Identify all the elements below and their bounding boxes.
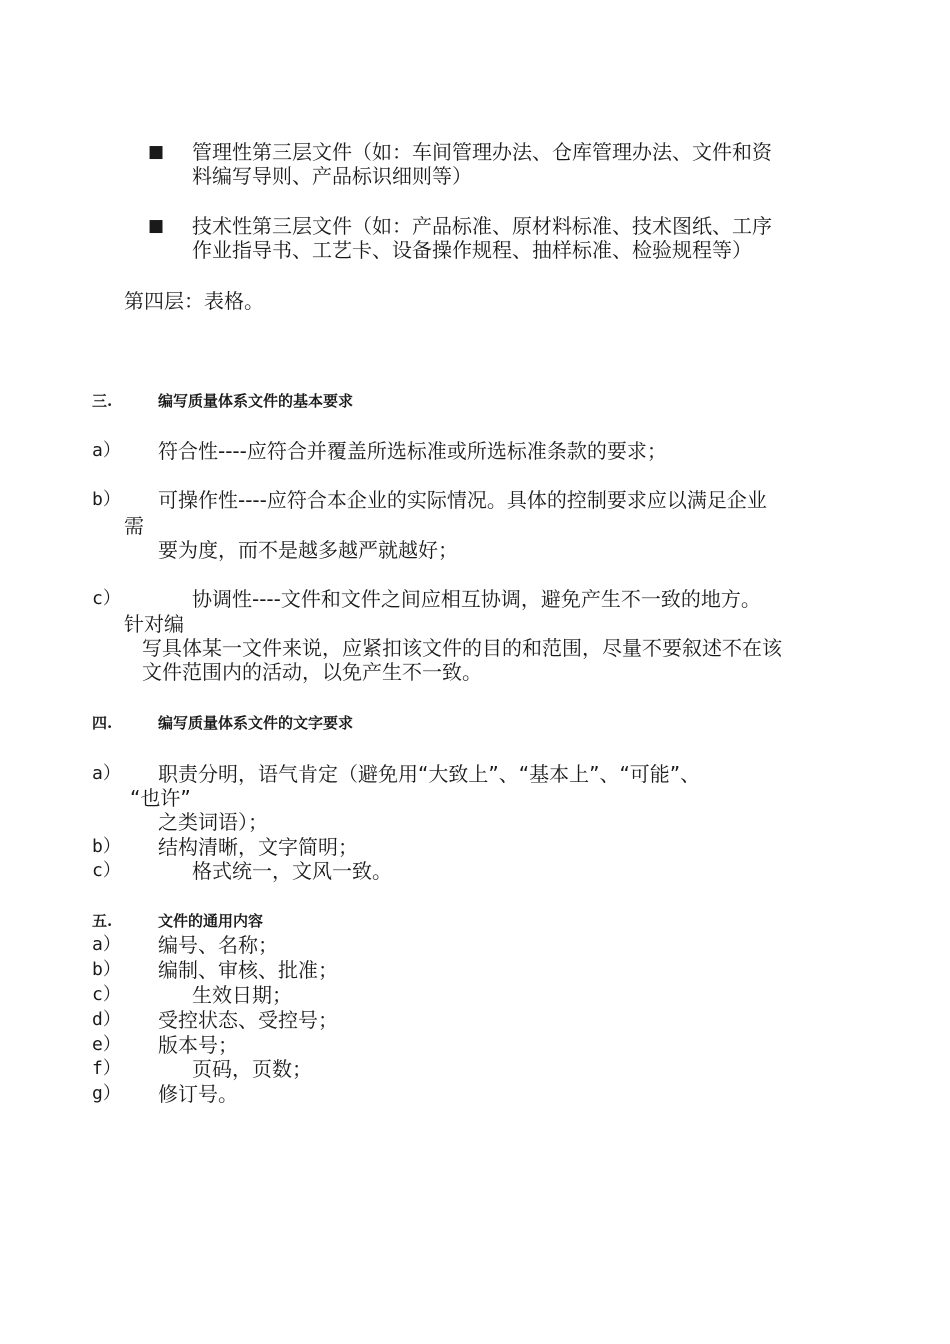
section-5-item-f-text: 页码，页数；	[192, 1057, 312, 1081]
section-3-item-c-line-1: 协调性----文件和文件之间应相互协调，避免产生不一致的地方。	[192, 587, 761, 611]
section-5-item-e-marker: e）	[92, 1034, 121, 1055]
section-5-title: 文件的通用内容	[158, 912, 264, 930]
section-5-item-g-marker: g）	[92, 1083, 121, 1104]
section-4-item-a-line-2: “也许”	[130, 786, 191, 810]
section-5-item-e-text: 版本号；	[158, 1033, 238, 1057]
section-4-item-a-line-1: 职责分明，语气肯定（避免用“大致上”、“基本上”、“可能”、	[158, 762, 701, 786]
section-5-item-d-marker: d）	[92, 1009, 121, 1030]
section-3-item-b-line-3: 要为度，而不是越多越严就越好；	[158, 538, 458, 562]
section-3-item-c-line-2: 针对编	[124, 612, 184, 636]
section-4-item-a-marker: a）	[92, 763, 121, 784]
bullet-2-line-2: 作业指导书、工艺卡、设备操作规程、抽样标准、检验规程等）	[192, 238, 752, 262]
layer-four-text: 第四层：表格。	[124, 289, 264, 313]
section-5-item-a-text: 编号、名称；	[158, 933, 278, 957]
bullet-1-line-1: 管理性第三层文件（如：车间管理办法、仓库管理办法、文件和资	[192, 140, 772, 164]
section-4-item-a-line-3: 之类词语）；	[158, 810, 268, 834]
section-3-item-c-line-3: 写具体某一文件来说，应紧扣该文件的目的和范围，尽量不要叙述不在该	[142, 636, 782, 660]
section-4-item-b-line-1: 结构清晰，文字简明；	[158, 835, 358, 859]
bullet-square-icon: ■	[148, 142, 165, 162]
section-5-item-a-marker: a）	[92, 934, 121, 955]
section-3-item-b-line-1: 可操作性----应符合本企业的实际情况。具体的控制要求应以满足企业	[158, 488, 767, 512]
section-5-item-f-marker: f）	[92, 1058, 121, 1079]
section-5-number: 五.	[92, 912, 113, 930]
section-5-item-c-text: 生效日期；	[192, 983, 292, 1007]
section-3-item-c-line-4: 文件范围内的活动，以免产生不一致。	[142, 660, 482, 684]
bullet-1-line-2: 料编写导则、产品标识细则等）	[192, 164, 472, 188]
section-3-item-b-marker: b）	[92, 489, 121, 510]
section-4-item-c-line-1: 格式统一，文风一致。	[192, 859, 392, 883]
section-4-item-b-marker: b）	[92, 836, 121, 857]
section-5-item-b-text: 编制、审核、批准；	[158, 958, 338, 982]
section-3-item-b-line-2: 需	[124, 514, 144, 538]
section-3-number: 三.	[92, 392, 113, 410]
section-5-item-c-marker: c）	[92, 984, 121, 1005]
section-3-item-a-line-1: 符合性----应符合并覆盖所选标准或所选标准条款的要求；	[158, 439, 667, 463]
bullet-square-icon: ■	[148, 216, 165, 236]
bullet-2-line-1: 技术性第三层文件（如：产品标准、原材料标准、技术图纸、工序	[192, 214, 772, 238]
section-3-title: 编写质量体系文件的基本要求	[158, 392, 354, 410]
section-4-title: 编写质量体系文件的文字要求	[158, 714, 354, 732]
section-3-item-a-marker: a）	[92, 440, 121, 461]
section-5-item-d-text: 受控状态、受控号；	[158, 1008, 338, 1032]
section-4-number: 四.	[92, 714, 113, 732]
section-5-item-b-marker: b）	[92, 959, 121, 980]
section-5-item-g-text: 修订号。	[158, 1082, 238, 1106]
section-4-item-c-marker: c）	[92, 860, 121, 881]
section-3-item-c-marker: c）	[92, 588, 121, 609]
